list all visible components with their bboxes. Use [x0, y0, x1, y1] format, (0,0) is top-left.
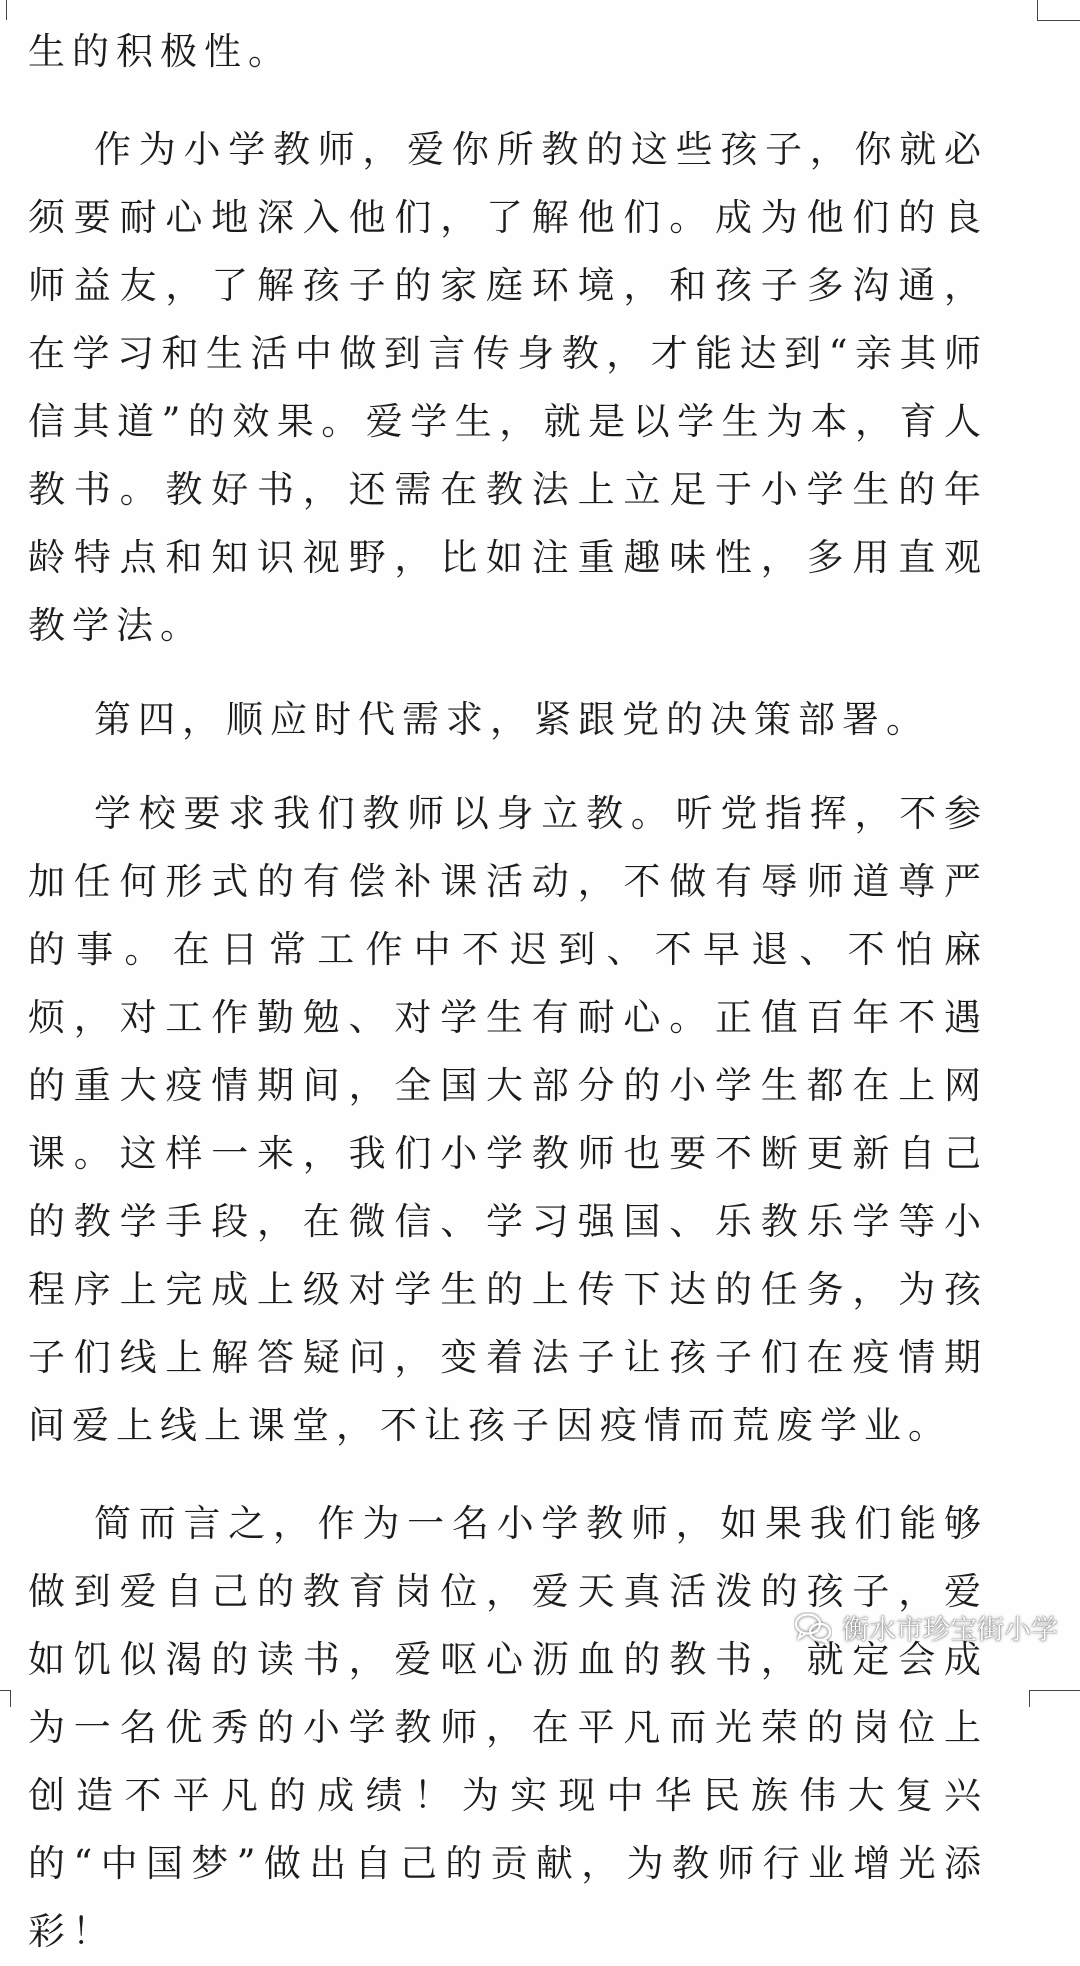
document-body	[28, 18, 988, 1966]
paragraph-heading-fourth: 第四，顺应时代需求，紧跟党的决策部署。	[94, 698, 930, 741]
paragraph-school-requirements: 学校要求我们教师以身立教。听党指挥，不参加任何形式的有偿补课活动，不做有辱师道尊严的事。在日常工作中不迟到、不早退、不怕麻烦，对工作勤勉、对学生有耐心。正值百年不遇的重大疫情期间，全国大部分的小学生都在上网课。这样一来，我们小学教师也要不断更新自己的教学手段，在微信、学习强国、乐教乐学等小程序上完成上级对学生的上传下达的任务，为孩子们线上解答疑问，变着法子让孩子们在疫情期间爱上线上课堂，不让孩子因疫情而荒废学业。	[28, 792, 988, 1447]
wechat-icon	[794, 1612, 832, 1644]
crop-mark-bottom-right	[1029, 1690, 1080, 1707]
paragraph-continuation: 生的积极性。	[28, 30, 292, 73]
paragraph-conclusion: 简而言之，作为一名小学教师，如果我们能够做到爱自己的教育岗位，爱天真活泼的孩子，爱如饥似渴的读书，爱呕心沥血的教书，就定会成为一名优秀的小学教师，在平凡而光荣的岗位上创造不平凡的成绩！为实现中华民族伟大复兴的“中国梦”做出自己的贡献，为教师行业增光添彩！	[28, 1502, 988, 1953]
wechat-watermark	[794, 1608, 1058, 1647]
crop-mark-top-right	[1037, 0, 1080, 21]
crop-mark-bottom-left	[0, 1690, 11, 1707]
crop-mark-top-left	[0, 0, 7, 20]
paragraph-love-students: 作为小学教师，爱你所教的这些孩子，你就必须要耐心地深入他们，了解他们。成为他们的良师益友，了解孩子的家庭环境，和孩子多沟通，在学习和生活中做到言传身教，才能达到“亲其师信其道”的效果。爱学生，就是以学生为本，育人教书。教好书，还需在教法上立足于小学生的年龄特点和知识视野，比如注重趣味性，多用直观教学法。	[28, 128, 988, 647]
watermark-account-name: 衡水市珍宝街小学	[842, 1615, 1058, 1646]
